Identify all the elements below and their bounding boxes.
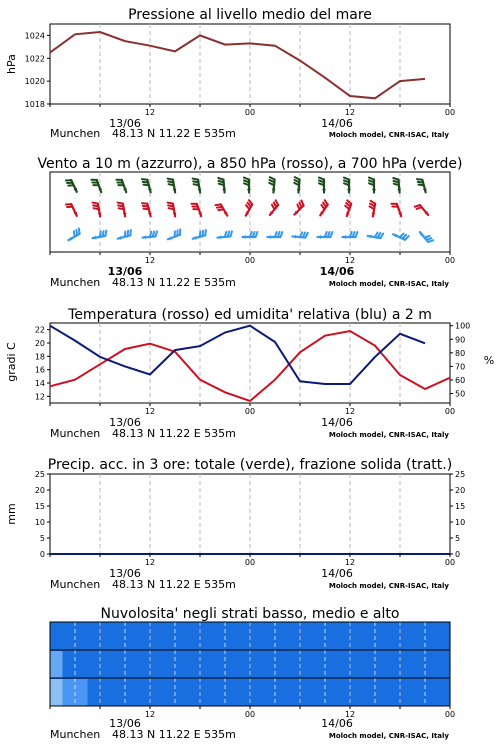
arrow-barb (418, 185, 423, 186)
y-tick-label: 1020 (24, 77, 45, 87)
x-tick-label: 12 (144, 710, 156, 719)
arrow-barb (168, 181, 173, 182)
model-credit: Moloch model, CNR-ISAC, Italy (328, 582, 449, 590)
arrow-barb (217, 207, 222, 208)
location-city: Munchen (50, 578, 101, 591)
y-tick-label: 20 (455, 486, 466, 495)
arrow-barb (169, 208, 174, 209)
arrow-barb (93, 205, 98, 206)
y-tick-label: 25 (455, 470, 466, 479)
model-credit: Moloch model, CNR-ISAC, Italy (328, 732, 449, 740)
cloud-cell (50, 651, 63, 678)
cloud-cell (50, 679, 63, 706)
y-tick-label: 90 (455, 335, 466, 345)
cloud-panel (50, 606, 455, 741)
y-tick-label: 100 (455, 321, 471, 331)
arrow-barb (194, 184, 199, 185)
y-tick-label: 20 (34, 486, 45, 495)
x-tick-label: 00 (244, 108, 256, 117)
model-credit: Moloch model, CNR-ISAC, Italy (328, 131, 449, 139)
location-city: Munchen (50, 127, 101, 140)
x-tick-label: 00 (444, 108, 456, 117)
arrow-barb (76, 230, 77, 235)
arrow-barb (168, 179, 173, 180)
y-tick-label: 16 (34, 365, 45, 375)
arrow-barb (193, 181, 198, 182)
arrow-barb (200, 231, 201, 236)
cloud-cell (75, 679, 88, 706)
arrow-barb (143, 209, 148, 210)
temp-title: Temperatura (rosso) ed umidita' relativa (blu) a 2 m (68, 307, 432, 323)
y-tick-label: 1018 (24, 100, 45, 109)
pressure-title: Pressione al livello medio del mare (128, 7, 372, 23)
arrow-barb (203, 231, 204, 236)
x-tick-label: 00 (444, 256, 456, 265)
x-tick-label: 12 (144, 256, 156, 265)
arrow-barb (118, 205, 123, 206)
arrow-barb (105, 231, 106, 236)
date-label-1: 13/06 (109, 416, 141, 429)
y-tick-label: 5 (455, 534, 461, 543)
y-tick-label: 60 (455, 375, 466, 385)
x-tick-label: 12 (344, 407, 356, 416)
arrow-barb (193, 179, 198, 180)
y-tick-label: 70 (455, 362, 466, 372)
wind-panel (37, 156, 462, 289)
x-tick-label: 12 (344, 710, 356, 719)
arrow-barb (118, 203, 123, 204)
arrow-barb (142, 203, 147, 204)
location-coords: 48.13 N 11.22 E 535m (112, 578, 236, 591)
y-tick-label: 1024 (24, 31, 45, 41)
y-tick-label: 15 (455, 502, 466, 511)
y-tick-label: 50 (455, 389, 466, 399)
pressure-panel (5, 7, 455, 140)
location-coords: 48.13 N 11.22 E 535m (112, 728, 236, 741)
precip-ylabel: mm (5, 503, 18, 525)
date-label-1: 13/06 (107, 265, 143, 278)
x-tick-label: 12 (344, 108, 356, 117)
arrow-barb (218, 209, 223, 210)
y-tick-label: 1022 (24, 54, 45, 64)
arrow-barb (143, 185, 148, 186)
x-tick-label: 12 (344, 256, 356, 265)
arrow-barb (103, 231, 104, 236)
arrow-barb (169, 184, 174, 185)
humidity-ylabel: % (483, 354, 495, 367)
location-city: Munchen (50, 276, 101, 289)
date-label-1: 13/06 (109, 117, 141, 130)
location-coords: 48.13 N 11.22 E 535m (112, 427, 236, 440)
temp-humidity-panel (5, 307, 494, 440)
cloud-cell (63, 679, 76, 706)
x-tick-label: 00 (244, 256, 256, 265)
date-label-1: 13/06 (109, 567, 141, 580)
precip-panel (5, 457, 465, 591)
x-tick-label: 12 (144, 108, 156, 117)
arrow-barb (168, 203, 173, 204)
y-tick-label: 15 (34, 502, 45, 511)
location-city: Munchen (50, 427, 101, 440)
x-tick-label: 00 (244, 710, 256, 719)
arrow-barb (143, 206, 148, 207)
y-tick-label: 12 (34, 392, 45, 402)
arrow-barb (142, 179, 147, 180)
x-tick-label: 12 (144, 558, 156, 567)
x-tick-label: 00 (244, 407, 256, 416)
arrow-barb (143, 182, 148, 183)
location-coords: 48.13 N 11.22 E 535m (112, 276, 236, 289)
x-tick-label: 12 (344, 558, 356, 567)
y-tick-label: 20 (34, 339, 45, 348)
precip-plot-area (50, 474, 450, 554)
arrow-barb (93, 203, 98, 204)
date-label-1: 13/06 (109, 717, 141, 730)
arrow-barb (128, 231, 129, 236)
arrow-barb (125, 231, 126, 236)
x-tick-label: 00 (244, 558, 256, 567)
arrow-barb (94, 208, 99, 209)
wind-title: Vento a 10 m (azzurro), a 850 hPa (rosso), a 700 hPa (verde) (37, 156, 463, 172)
y-tick-label: 22 (34, 325, 45, 335)
y-tick-label: 0 (39, 550, 45, 559)
model-credit: Moloch model, CNR-ISAC, Italy (328, 431, 449, 439)
x-tick-label: 12 (144, 407, 156, 416)
y-tick-label: 25 (34, 470, 45, 479)
y-tick-label: 18 (34, 352, 45, 362)
arrow-barb (168, 205, 173, 206)
y-tick-label: 80 (455, 348, 466, 358)
arrow-barb (100, 232, 101, 237)
precip-title: Precip. acc. in 3 ore: totale (verde), frazione solida (tratt.) (47, 457, 453, 473)
pressure-ylabel: hPa (5, 54, 18, 74)
arrow-barb (417, 179, 422, 180)
y-tick-label: 5 (39, 534, 45, 543)
arrow-barb (79, 228, 80, 233)
date-label-2: 14/06 (321, 567, 353, 580)
date-label-2: 14/06 (321, 416, 353, 429)
arrow-barb (130, 230, 131, 235)
y-tick-label: 0 (455, 550, 461, 559)
location-city: Munchen (50, 728, 101, 741)
arrow-barb (418, 182, 423, 183)
y-tick-label: 14 (34, 379, 45, 388)
x-tick-label: 00 (444, 407, 456, 416)
arrow-barb (215, 204, 220, 205)
date-label-2: 14/06 (321, 117, 353, 130)
y-tick-label: 10 (34, 518, 45, 527)
cloud-title: Nuvolosita' negli strati basso, medio e alto (100, 606, 400, 622)
temp-ylabel: gradi C (5, 342, 18, 382)
arrow-barb (74, 231, 75, 236)
location-coords: 48.13 N 11.22 E 535m (112, 127, 236, 140)
x-tick-label: 00 (444, 710, 456, 719)
date-label-2: 14/06 (319, 265, 355, 278)
model-credit: Moloch model, CNR-ISAC, Italy (328, 280, 449, 288)
arrow-barb (205, 230, 206, 235)
y-tick-label: 10 (455, 518, 466, 527)
arrow-barb (119, 208, 124, 209)
date-label-2: 14/06 (321, 717, 353, 730)
x-tick-label: 00 (444, 558, 456, 567)
